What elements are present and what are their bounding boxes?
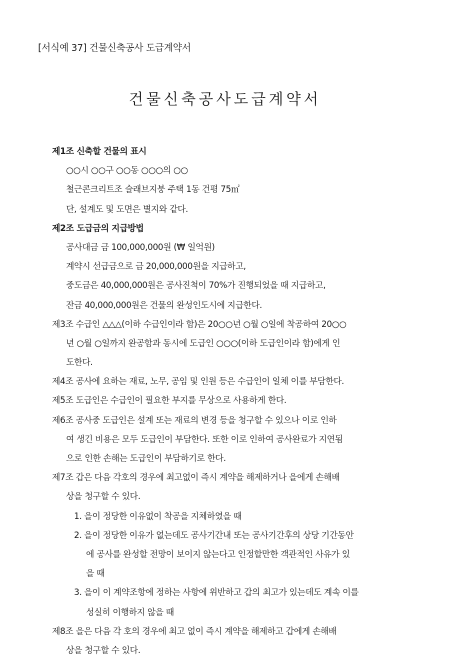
article-5-text: 제5조 도급인은 수급인이 필요한 부지를 무상으로 사용하게 한다. [52, 396, 287, 407]
article-line: 공사대금 금 100,000,000원 (₩ 일억원) [66, 242, 215, 253]
clause-item: 2. 을이 정당한 이유가 없는데도 공사기간내 또는 공사기간후의 상당 기간동안 [74, 530, 354, 541]
article-2-heading: 제2조 도급금의 지급방법 [52, 223, 144, 234]
article-3-text: 제3조 수급인 △△△(이하 수급인이라 함)은 20○○년 ○월 ○일에 착공하여 20○○ [52, 319, 347, 330]
clause-item-continuation: 을 때 [86, 569, 105, 580]
article-line: 상을 청구할 수 있다. [66, 645, 141, 656]
form-number-label: [서식예 37] 건물신축공사 도급계약서 [38, 43, 191, 54]
article-line: 으로 인한 손해는 도급인이 부담하기로 한다. [66, 454, 226, 464]
article-line: 계약시 선급금으로 금 20,000,000원을 지급하고, [66, 262, 246, 273]
article-line: 단, 설계도 및 도면은 별지와 같다. [66, 204, 189, 215]
contract-body [52, 143, 412, 661]
article-6-text: 제6조 공사중 도급인은 설계 또는 재료의 변경 등을 청구할 수 있으나 이로 인하 [52, 415, 337, 426]
article-line: 철근콘크리트조 슬래브지붕 주택 1동 건평 75㎡ [66, 185, 240, 196]
clause-item: 1. 을이 정당한 이유없이 착공을 지체하였을 때 [74, 511, 242, 522]
clause-item: 3. 을이 이 계약조항에 정하는 사항에 위반하고 갑의 최고가 있는데도 계속 이를 [74, 588, 359, 599]
article-line: 도한다. [66, 358, 93, 369]
article-7-text: 제7조 갑은 다음 각호의 경우에 최고없이 즉시 계약을 해제하거나 을에게 손해배 [52, 473, 340, 484]
article-line: 잔금 40,000,000원은 건물의 완성인도시에 지급한다. [66, 300, 262, 311]
article-line: 중도금은 40,000,000원은 공사진척이 70%가 진행되었을 때 지급하고, [66, 281, 326, 292]
article-1-heading: 제1조 신축할 건물의 표시 [52, 147, 147, 157]
article-8-text: 제8조 을은 다음 각 호의 경우에 최고 없이 즉시 계약을 해제하고 갑에게 손해배 [52, 626, 337, 637]
clause-item-continuation: 에 공사를 완성할 전망이 보이지 않는다고 인정할만한 객관적인 사유가 있 [86, 549, 350, 560]
article-line: 년 ○월 ○일까지 완공함과 동시에 도급인 ○○○(이하 도급인이라 함)에게 인 [66, 338, 341, 349]
document-title: 건물신축공사도급계약서 [128, 90, 322, 108]
article-line: 상을 청구할 수 있다. [66, 492, 141, 503]
article-line: ○○시 ○○구 ○○동 ○○○의 ○○ [66, 166, 188, 177]
article-4-text: 제4조 공사에 요하는 재료, 노무, 공임 및 인원 등은 수급인이 일체 이를 부담한다. [52, 377, 345, 388]
article-line: 여 생긴 비용은 모두 도급인이 부담한다. 또한 이로 인하여 공사완료가 지연됨 [66, 434, 343, 445]
clause-item-continuation: 성실히 이행하지 않을 때 [86, 607, 174, 618]
